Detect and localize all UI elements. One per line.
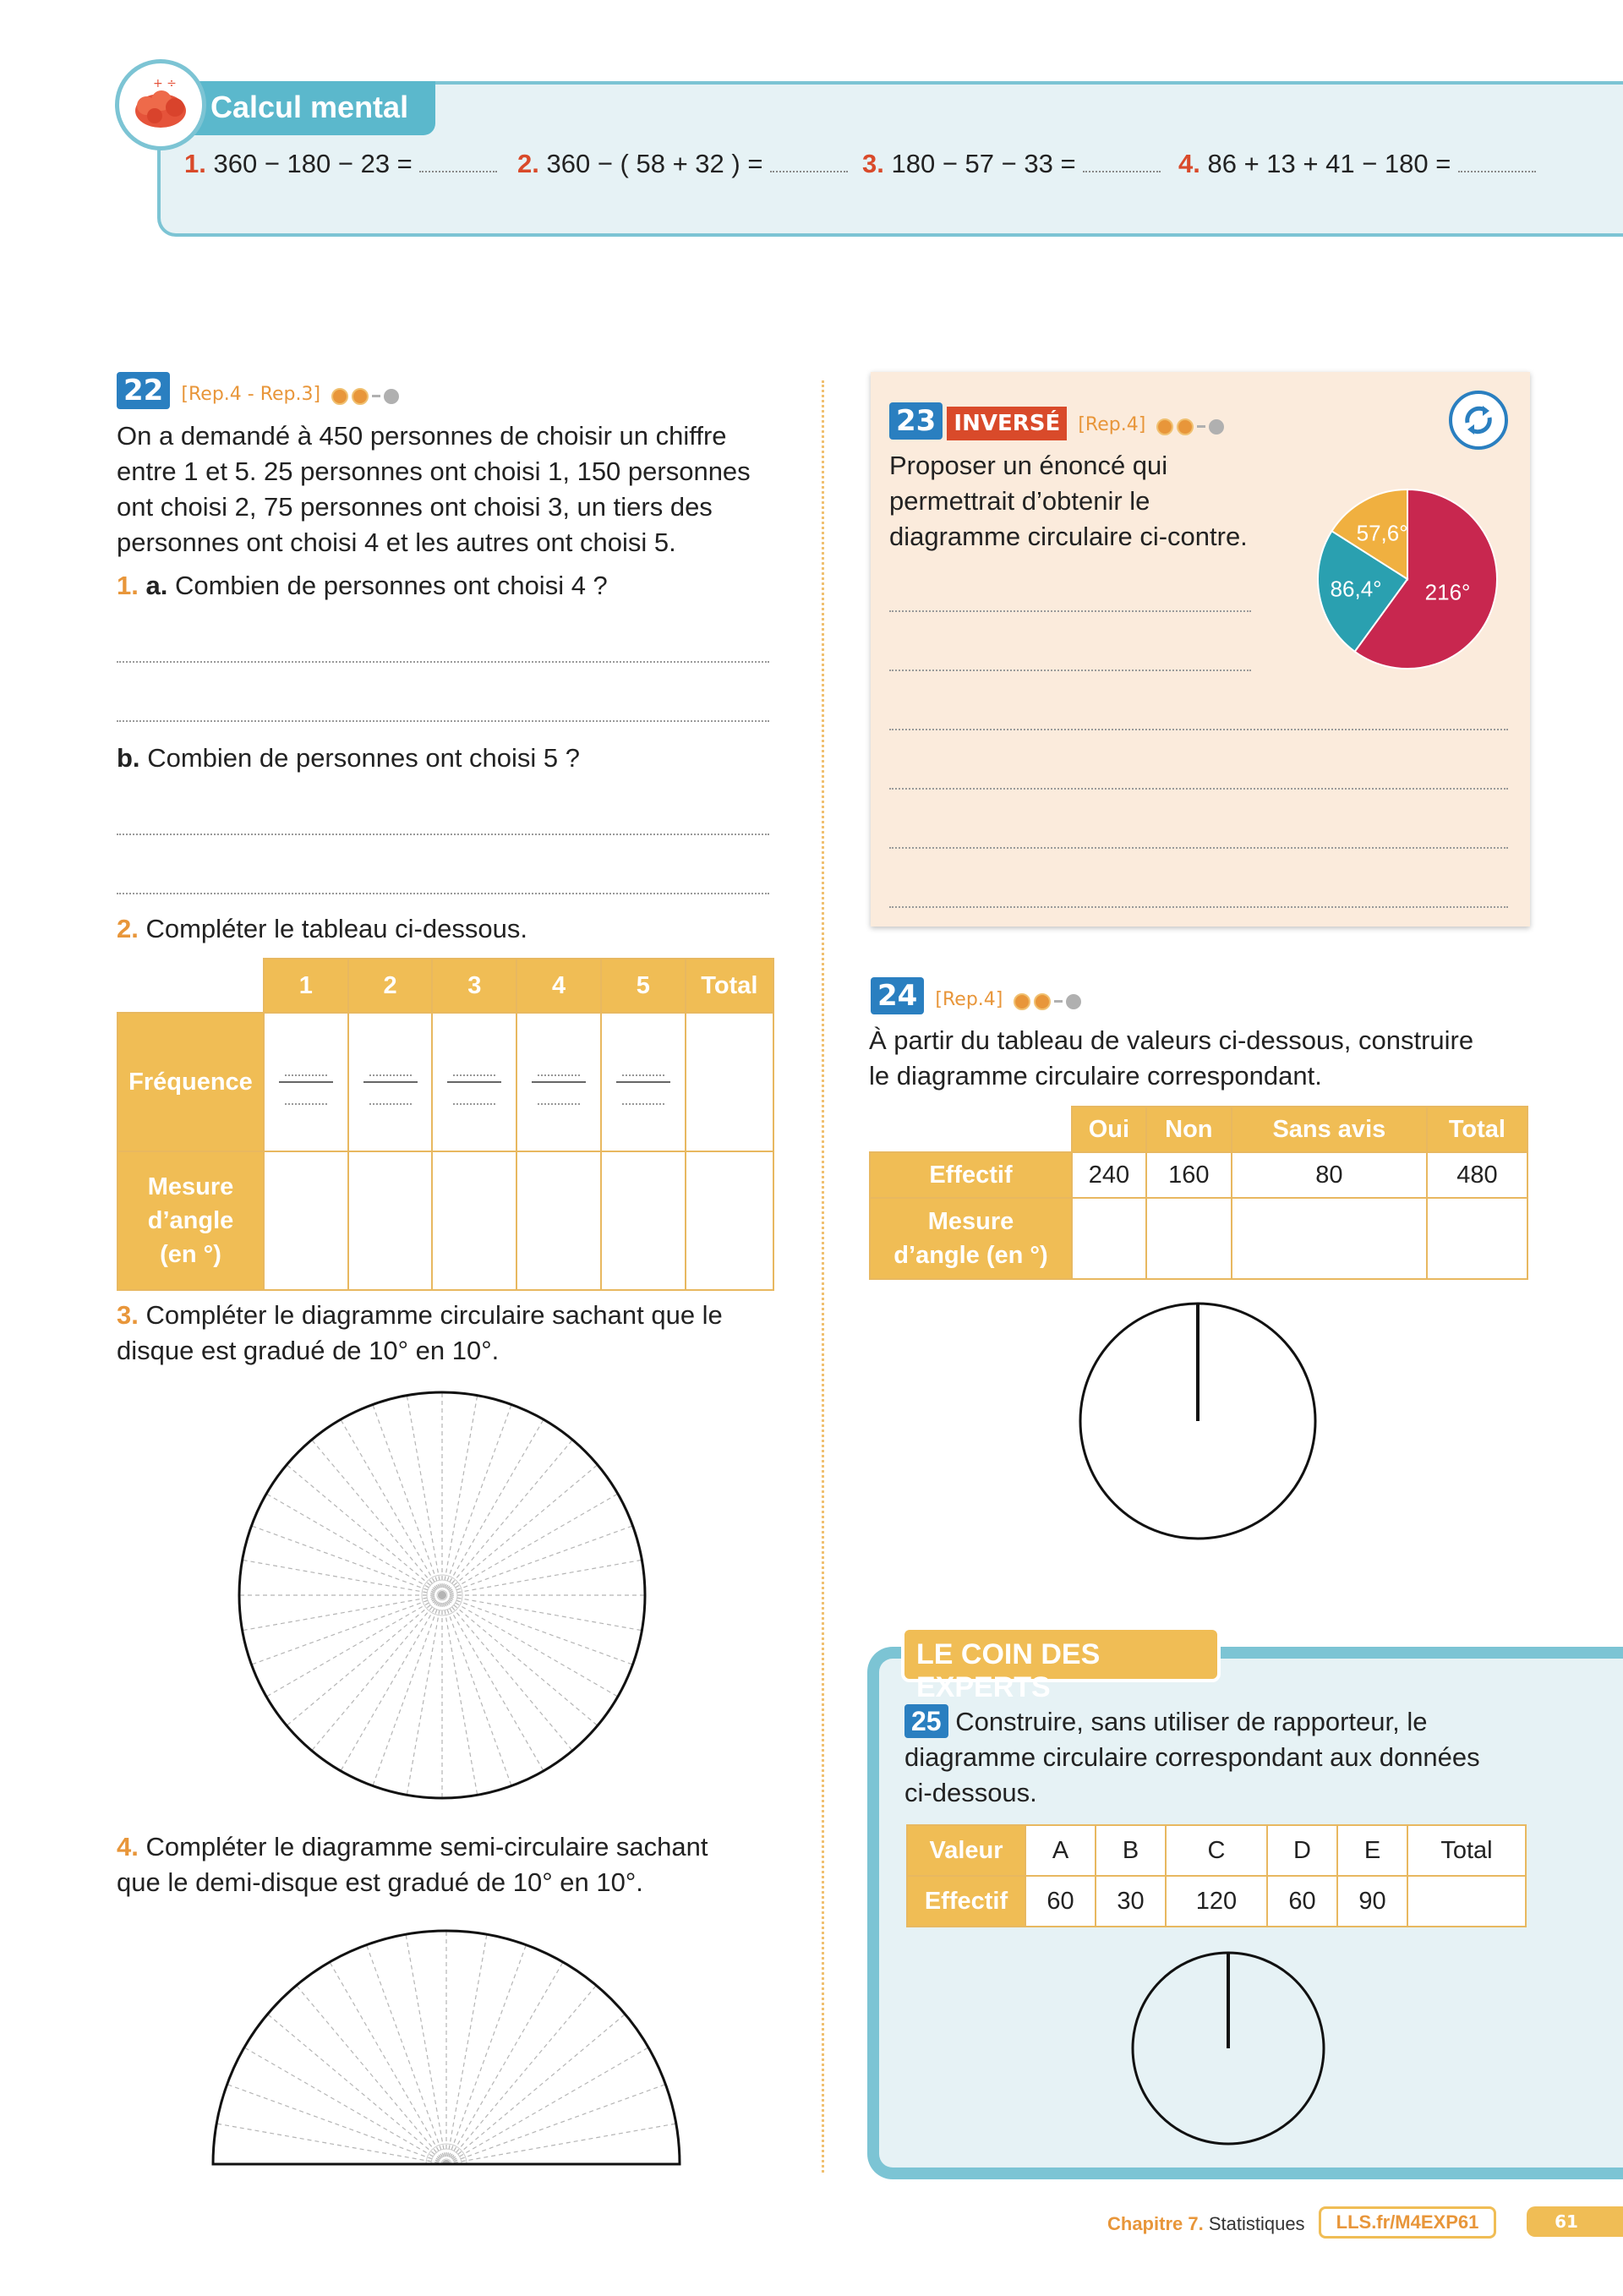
graduation-line [243, 1560, 442, 1595]
ex22-rep: [Rep.4 - Rep.3] [181, 384, 321, 405]
answer-line[interactable] [117, 834, 769, 835]
graduation-line [442, 1419, 544, 1595]
empty-cell[interactable] [686, 1151, 773, 1290]
answer-line[interactable] [889, 788, 1508, 790]
graduated-disc[interactable] [235, 1388, 649, 1802]
answer-line[interactable] [889, 729, 1508, 730]
empty-cell[interactable] [1146, 1198, 1232, 1279]
answer-line[interactable] [117, 661, 769, 663]
graduation-line [442, 1526, 633, 1595]
pie-slice-label: 86,4° [1330, 576, 1382, 602]
empty-cell[interactable] [601, 1151, 686, 1290]
graduation-line [446, 2085, 665, 2164]
graduation-line [442, 1595, 511, 1786]
mental-item-1: 1. 360 − 180 − 23 = [184, 149, 497, 179]
ex22-q1a: 1. a. Combien de personnes ont choisi 4 ? [117, 571, 608, 600]
graduation-line [251, 1526, 442, 1595]
graduated-half-disc[interactable] [210, 1919, 683, 2173]
empty-cell[interactable] [432, 1151, 516, 1290]
difficulty-icon [331, 388, 399, 405]
ex24-table: Oui Non Sans avis Total Effectif 240 160 80 480 Mesure d’angle (en °) [869, 1106, 1528, 1280]
graduation-line [373, 1404, 442, 1595]
ex22-q1b: b. Combien de personnes ont choisi 5 ? [117, 743, 581, 773]
graduation-line [442, 1404, 511, 1595]
graduation-line [243, 1595, 442, 1631]
svg-text:+ ÷: + ÷ [153, 77, 177, 90]
graduation-line [442, 1560, 642, 1595]
pie-slice-label: 216° [1424, 579, 1471, 605]
graduation-line [442, 1595, 544, 1771]
empty-cell[interactable] [686, 1013, 773, 1151]
brain-icon [115, 59, 206, 150]
empty-cell[interactable] [1427, 1198, 1527, 1279]
empty-circle[interactable] [1077, 1300, 1319, 1542]
ex22-number: 22 [117, 372, 170, 409]
ex24-header [871, 977, 1081, 1014]
page-number-tab: 61 [1527, 2206, 1623, 2237]
graduation-line [442, 1595, 478, 1795]
ex24-text: À partir du tableau de valeurs ci-dessous, construire le diagramme circulaire correspondant. [869, 1025, 1474, 1091]
empty-cell[interactable] [264, 1151, 348, 1290]
graduation-line [446, 1945, 526, 2164]
graduation-line [442, 1494, 618, 1595]
ex25-table: Valeur A B C D E Total Effectif 60 30 120 60 90 [906, 1824, 1527, 1927]
mental-item-2: 2. 360 − ( 58 + 32 ) = [517, 149, 848, 179]
graduation-line [341, 1595, 442, 1771]
answer-line[interactable] [117, 893, 769, 894]
ex24-rep: [Rep.4] [935, 989, 1003, 1010]
mental-title: Calcul mental [210, 90, 409, 124]
pie-chart [1310, 482, 1505, 676]
fraction-cell[interactable] [601, 1013, 686, 1151]
answer-line[interactable] [117, 720, 769, 722]
ex23-rep: [Rep.4] [1078, 414, 1146, 435]
empty-cell[interactable] [348, 1151, 433, 1290]
ex22-intro: On a demandé à 450 personnes de choisir un chiffre entre 1 et 5. 25 personnes ont choisi 1, 150 personnes ont choisi 2, 75 personnes ont choisi 3, un tiers des personnes ont choisi 4 et les autres ont choisi 5. [117, 421, 751, 557]
fraction-cell[interactable] [264, 1013, 348, 1151]
answer-line[interactable] [889, 670, 1251, 671]
answer-line[interactable] [889, 610, 1251, 612]
ex24-number: 24 [871, 977, 924, 1014]
fraction-cell[interactable] [516, 1013, 601, 1151]
graduation-line [442, 1396, 478, 1595]
ex25-number: 25 [904, 1704, 948, 1738]
experts-title-banner [901, 1626, 1221, 1703]
ex23-header [889, 402, 1224, 440]
empty-circle[interactable] [1129, 1949, 1327, 2147]
graduation-line [373, 1595, 442, 1786]
graduation-line [266, 1595, 442, 1697]
fraction-cell[interactable] [432, 1013, 516, 1151]
graduation-line [407, 1595, 442, 1795]
experts-title: LE COIN DES EXPERTS [916, 1638, 1101, 1703]
ex22-q2: 2. Compléter le tableau ci-dessous. [117, 914, 527, 943]
pie-slice-label: 57,6° [1356, 520, 1408, 546]
ex25-text: 25 Construire, sans utiliser de rapporteur, le diagramme circulaire correspondant aux données ci-dessous. [904, 1706, 1480, 1807]
graduation-line [251, 1595, 442, 1665]
footer-chapter: Chapitre 7. Statistiques [1107, 2213, 1305, 2234]
graduation-line [442, 1595, 633, 1665]
ex23-text: Proposer un énoncé qui permettrait d’obtenir le diagramme circulaire ci-contre. [889, 451, 1248, 551]
footer-link[interactable]: LLS.fr/M4EXP61 [1319, 2206, 1496, 2239]
graduation-line [442, 1595, 618, 1697]
graduation-line [407, 1396, 442, 1595]
ex22-q3: 3. Compléter le diagramme circulaire sachant que le disque est gradué de 10° en 10°. [117, 1300, 723, 1365]
mental-title-banner [182, 81, 435, 135]
mental-item-3: 3. 180 − 57 − 33 = [862, 149, 1161, 179]
answer-line[interactable] [889, 906, 1508, 908]
column-divider [822, 380, 824, 2173]
difficulty-icon [1014, 993, 1081, 1010]
fraction-cell[interactable] [348, 1013, 433, 1151]
ex23-number: 23 [889, 402, 943, 440]
graduation-line [442, 1595, 642, 1631]
mental-item-4: 4. 86 + 13 + 41 − 180 = [1178, 149, 1536, 179]
graduation-line [367, 1945, 446, 2164]
difficulty-icon [1156, 418, 1224, 435]
empty-cell[interactable] [1072, 1198, 1146, 1279]
graduation-line [227, 2085, 446, 2164]
graduation-line [266, 1494, 442, 1595]
refresh-icon [1449, 391, 1508, 450]
ex22-header [117, 372, 399, 409]
empty-cell[interactable] [1407, 1876, 1526, 1927]
empty-cell[interactable] [1232, 1198, 1427, 1279]
answer-line[interactable] [889, 847, 1508, 849]
ex22-table: 1 2 3 4 5 Total Fréquence Mesure d’angle (en °) [117, 958, 774, 1291]
ex22-q4: 4. Compléter le diagramme semi-circulaire sachant que le demi-disque est gradué de 10° en 10°. [117, 1832, 708, 1897]
empty-cell[interactable] [516, 1151, 601, 1290]
inverse-tag: INVERSÉ [947, 407, 1067, 440]
graduation-line [341, 1419, 442, 1595]
